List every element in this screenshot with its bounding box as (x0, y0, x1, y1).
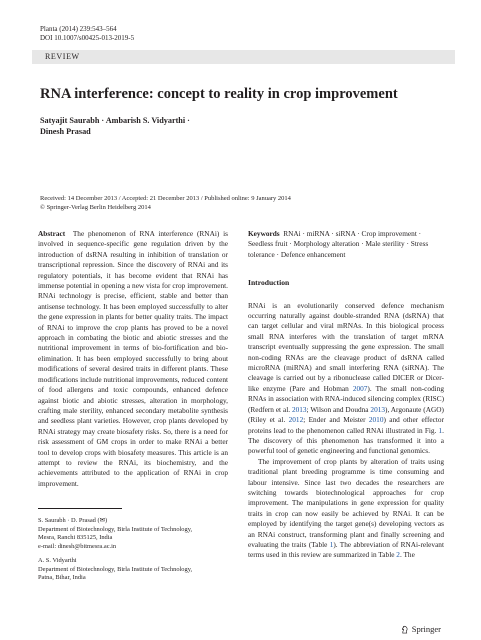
affiliation-1 (38, 517, 228, 551)
citation-link[interactable]: 2013 (291, 404, 307, 414)
intro-paragraph-1: RNAi is an evolutionarily conserved defence mechanism occurring naturally against double-stranded RNA (dsRNA) that can target cellular and viral mRNAs. In this biological process small RNA interferes with the translation of target mRNA transcript eventually suppressing the gene expression. The small non-coding RNAs are the cleavage product of dsRNA called microRNA (miRNA) and small interfering RNA (siRNA). The cleavage is carried out by a ribonuclease called DICER or Dicer-like enzyme (Pare and Hobman 2007). The small non-coding RNAs in association with RNA-induced silencing complex (RISC) (Redfern et al. 2013; Wilson and Doudna 2013), Argonaute (AGO) (Riley et al. 2012; Ender and Meister 2010) and other effector proteins lead to the phenomenon called RNAi illustrated in Fig. 1. The discovery of this phenomenon has transformed it into a powerful tool of genetic engineering and functional genomics. (248, 300, 445, 456)
chess-knight-icon (400, 625, 409, 634)
abstract (38, 229, 228, 489)
affiliation-2-city: Patna, Bihar, India (38, 574, 86, 581)
citation-link[interactable]: 2007 (352, 383, 368, 393)
author-list (40, 116, 340, 137)
introduction-heading: Introduction (248, 278, 290, 288)
footnote-divider (38, 508, 122, 509)
history-dates: Received: 14 December 2013 / Accepted: 21 December 2013 / Published online: 9 January 2014 (40, 195, 291, 202)
journal-citation: Planta (2014) 239:543–564 (40, 25, 117, 33)
affiliation-1-city: Mesra, Ranchi 835125, India (38, 534, 113, 541)
keywords-text: RNAi · miRNA · siRNA · Crop improvement · Seedless fruit · Morphology alteration · Male sterility · Stress tolerance · Defence enhancement (248, 229, 429, 259)
citation-link[interactable]: 2013 (370, 404, 386, 414)
citation-link[interactable]: 2012 (288, 415, 304, 425)
affiliation-1-names: S. Saurabh · D. Prasad (✉) (38, 517, 108, 524)
article-history (40, 194, 460, 212)
keywords (248, 229, 444, 260)
affiliation-1-dept: Department of Biotechnology, Birla Institute of Technology, (38, 525, 193, 533)
abstract-text: The phenomenon of RNA interference (RNAi) is involved in sequence-specific gene regulation driven by the introduction of dsRNA resulting in inhibition of translation or transcriptional repression. Since the discovery of RNAi and its regulatory potentials, it has become evident that RNAi has immense potential in opening a new vista for crop improvement. RNAi technology is precise, efficient, stable and better than antisense technology. It has been employed successfully to alter the gene expression in plants for better quality traits. The impact of RNAi to improve the crop plants has proved to be a novel approach in combating the biotic and abiotic stresses and the nutritional improvement in terms of bio-fortification and bio-elimination. It has been employed successfully to bring about modifications of several desired traits in different plants. These modifications include nutritional improvements, reduced content of food allergens and toxic compounds, enhanced defence against biotic and abiotic stresses, alteration in morphology, crafting male sterility, enhanced secondary metabolite synthesis and seedless plant varieties. However, crop plants developed by RNAi strategy may create biosafety risks. So, there is a need for risk assessment of GM crops in order to make RNAi a better tool to develop crops with biosafety measures. This article is an attempt to review the RNAi, its biochemistry, and the achievements attributed to the application of RNAi in crop improvement. (38, 229, 228, 488)
doi[interactable]: DOI 10.1007/s00425-013-2019-5 (40, 34, 135, 42)
copyright: © Springer-Verlag Berlin Heidelberg 2014 (40, 204, 151, 211)
article-title: RNA interference: concept to reality in crop improvement (40, 86, 398, 102)
abstract-label: Abstract (38, 229, 66, 238)
publisher-name: Springer (411, 624, 441, 634)
citation-link[interactable]: 2010 (368, 415, 384, 425)
section-label: REVIEW (45, 52, 80, 61)
keywords-label: Keywords (248, 229, 280, 238)
table-link[interactable]: 1 (329, 539, 334, 549)
affiliation-2 (38, 557, 228, 583)
section-banner (32, 50, 455, 64)
publisher-mark (400, 624, 441, 634)
affiliation-2-name: A. S. Vidyarthi (38, 557, 77, 564)
author-line-2: Dinesh Prasad (40, 126, 91, 136)
figure-link[interactable]: 1 (438, 425, 443, 435)
affiliation-1-email[interactable]: e-mail: dinesh@bitmesra.ac.in (38, 542, 117, 550)
intro-paragraph-2: The improvement of crop plants by alteration of traits using traditional plant breeding programme is time consuming and labour intensive. Since last two decades the researchers are switching towards biotechnological approaches for crop improvement. The manipulations in gene expression for quality traits in crop can now easily be achieved by RNAi. It can be employed by identifying the target gene(s) developing vectors as an RNAi construct, transforming plant and finally screening and evaluating the traits (Table 1). The abbreviation of RNAi-relevant terms used in this review are summarized in Table 2. The (248, 456, 444, 560)
table-link[interactable]: 2 (396, 550, 400, 560)
affiliation-2-dept: Department of Biotechnology, Birla Institute of Technology, (38, 565, 193, 573)
right-column (248, 229, 444, 561)
author-line-1: Satyajit Saurabh · Ambarish S. Vidyarthi · (40, 116, 190, 125)
